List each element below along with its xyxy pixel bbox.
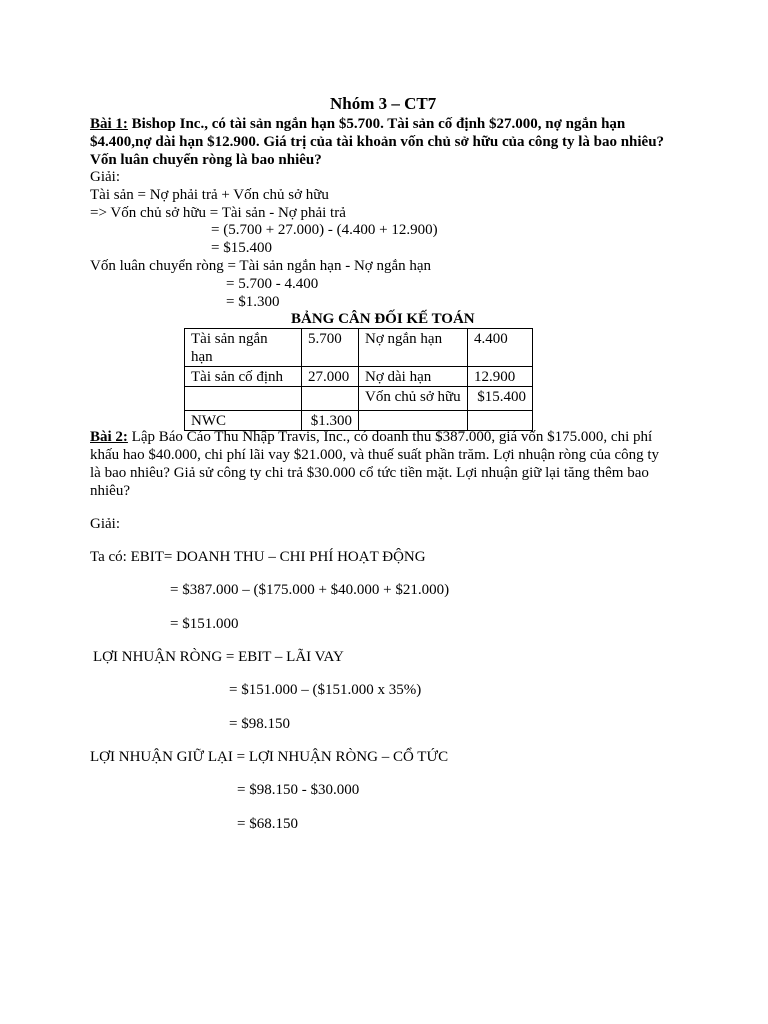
bai2-label: Bài 2: <box>90 429 128 445</box>
table-cell <box>302 387 359 411</box>
bai2-solution-line: = $68.150 <box>237 816 298 832</box>
bai1-solution-line: Vốn luân chuyển ròng = Tài sản ngắn hạn - Nợ ngắn hạn <box>90 258 432 274</box>
bai2-solution-line: = $387.000 – ($175.000 + $40.000 + $21.000) <box>170 582 450 598</box>
bai2-solution-line: = $151.000 <box>170 616 239 632</box>
table-cell: 12.900 <box>468 367 533 387</box>
bai2-solution-heading: Giải: <box>90 516 120 532</box>
bai1-solution-line: = 5.700 - 4.400 <box>226 276 319 292</box>
bai1-question-line3: Vốn luân chuyển ròng là bao nhiêu? <box>90 152 322 168</box>
bai1-question-line1 <box>90 115 625 133</box>
balance-sheet-table <box>184 328 533 431</box>
table-cell: NWC <box>185 411 302 431</box>
bai1-solution-heading: Giải: <box>90 169 120 185</box>
bai2-solution-line: = $98.150 - $30.000 <box>237 782 360 798</box>
bai1-question-line2: $4.400,nợ dài hạn $12.900. Giá trị của tài khoản vốn chủ sở hữu của công ty là bao nhiêu? <box>90 134 665 150</box>
bai1-solution-line: => Vốn chủ sở hữu = Tài sản - Nợ phải trả <box>90 205 346 221</box>
bai1-solution-line: = $1.300 <box>226 294 280 310</box>
table-cell: 4.400 <box>468 329 533 367</box>
cell-text: Tài sản ngắn <box>191 331 268 347</box>
page-title: Nhóm 3 – CT7 <box>330 94 437 113</box>
table-cell: 5.700 <box>302 329 359 367</box>
balance-sheet-title: BẢNG CÂN ĐỐI KẾ TOÁN <box>291 311 475 327</box>
bai2-solution-line: LỢI NHUẬN GIỮ LẠI = LỢI NHUẬN RÒNG – CỔ TỨC <box>90 749 449 765</box>
table-cell: 27.000 <box>302 367 359 387</box>
bai1-solution-line: Tài sản = Nợ phải trả + Vốn chủ sở hữu <box>90 187 329 203</box>
table-cell: $15.400 <box>468 387 533 411</box>
bai2-line1-text: Lập Báo Cáo Thu Nhập Travis, Inc., có doanh thu $387.000, giá vốn $175.000, chi phí <box>127 429 653 445</box>
bai2-solution-line: = $151.000 – ($151.000 x 35%) <box>229 682 422 698</box>
table-cell: Tài sản cố định <box>185 367 302 387</box>
bai2-solution-line: = $98.150 <box>229 716 290 732</box>
table-row <box>185 329 533 367</box>
bai2-solution-line: Ta có: EBIT= DOANH THU – CHI PHÍ HOẠT ĐỘNG <box>90 549 426 565</box>
bai2-question-line2: khấu hao $40.000, chi phí lãi vay $21.000, và thuế suất phần trăm. Lợi nhuận ròng của công ty <box>90 447 660 463</box>
bai2-solution-line: LỢI NHUẬN RÒNG = EBIT – LÃI VAY <box>93 649 344 665</box>
table-row <box>185 367 533 387</box>
bai1-solution-line: = $15.400 <box>211 240 272 256</box>
table-cell: Nợ ngắn hạn <box>359 329 468 367</box>
table-cell: $1.300 <box>302 411 359 431</box>
table-cell <box>185 387 302 411</box>
bai1-label: Bài 1: <box>90 116 128 132</box>
bai2-question-line1 <box>90 428 652 446</box>
bai1-line1-text: Bishop Inc., có tài sản ngắn hạn $5.700. Tài sản cố định $27.000, nợ ngắn hạn <box>127 116 626 132</box>
table-cell: Nợ dài hạn <box>359 367 468 387</box>
bai2-question-line3: là bao nhiêu? Giả sử công ty chi trả $30.000 cổ tức tiền mặt. Lợi nhuận giữ lại tăng thêm bao <box>90 465 649 481</box>
bai2-question-line4: nhiêu? <box>90 483 130 499</box>
table-cell: Vốn chủ sở hữu <box>359 387 468 411</box>
bai1-solution-line: = (5.700 + 27.000) - (4.400 + 12.900) <box>211 222 438 238</box>
table-row <box>185 387 533 411</box>
cell-text: hạn <box>191 349 213 365</box>
table-cell <box>185 329 302 367</box>
